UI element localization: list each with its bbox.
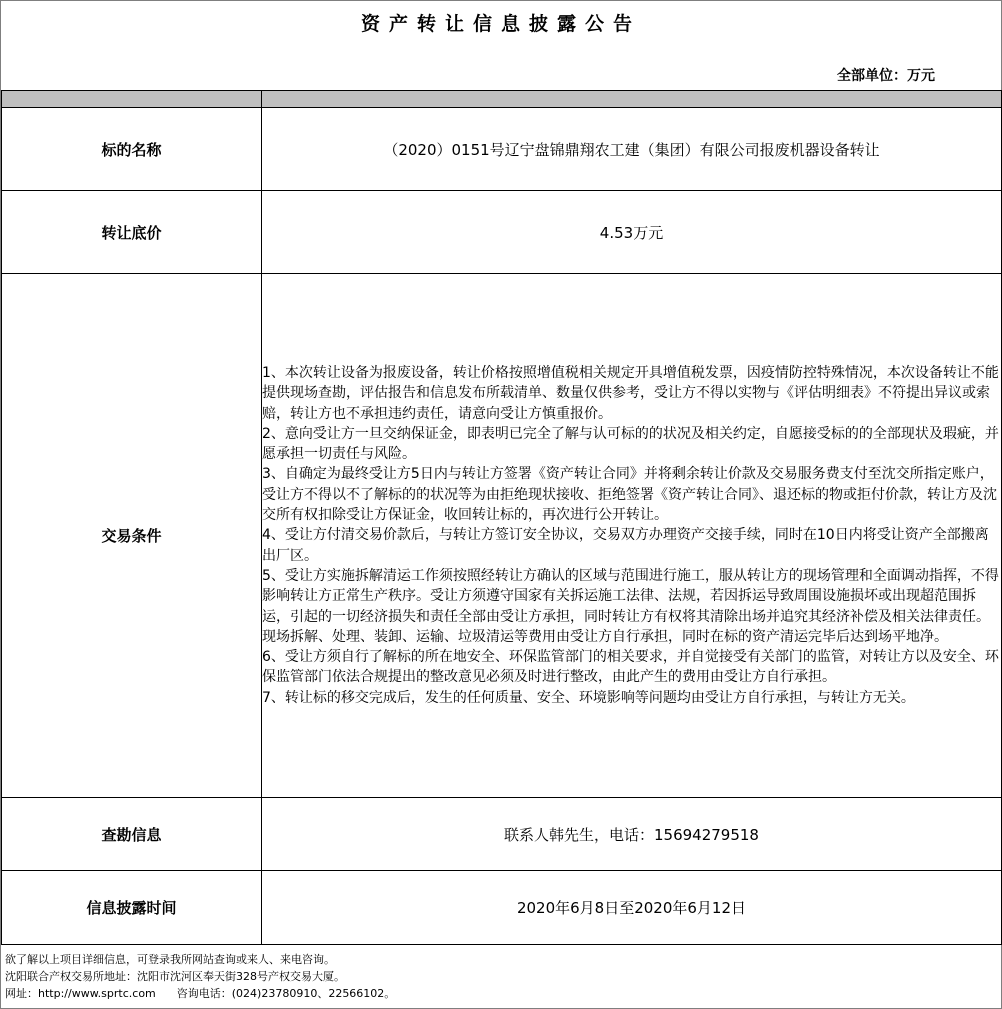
- row-inspection: [2, 798, 1002, 871]
- row-conditions: [2, 274, 1002, 798]
- website-link[interactable]: http://www.sprtc.com: [38, 987, 156, 1000]
- condition-item: 1、本次转让设备为报废设备，转让价格按照增值税相关规定开具增值税发票，因疫情防控特殊情况，本次设备转让不能提供现场查勘，评估报告和信息发布所载清单、数量仅供参考，受让方不得以实物与《评估明细表》不符提出异议或索赔，转让方也不承担违约责任，请意向受让方慎重报价。: [262, 364, 999, 422]
- disclosure-period-value: 2020年6月8日至2020年6月12日: [262, 871, 1002, 945]
- footer-line-1: 欲了解以上项目详细信息，可登录我所网站查询或来人、来电咨询。: [5, 953, 335, 966]
- page-title: 资产转让信息披露公告: [360, 13, 641, 35]
- footer-line-3: [5, 985, 395, 1002]
- row-reserve-price: [2, 191, 1002, 274]
- subject-name-value: （2020）0151号辽宁盘锦鼎翔农工建（集团）有限公司报废机器设备转让: [262, 108, 1002, 191]
- website-label: 网址：: [5, 987, 38, 1000]
- row-subject-name: [2, 108, 1002, 191]
- header-bar-left: [2, 91, 262, 108]
- header-bar-right: [262, 91, 1002, 108]
- conditions-list: [262, 274, 1002, 798]
- footer-line-2: 沈阳联合产权交易所地址：沈阳市沈河区奉天街328号产权交易大厦。: [5, 970, 345, 983]
- info-table: [1, 90, 1002, 945]
- footer-notes: [5, 951, 395, 1002]
- inspection-value: 联系人韩先生，电话：15694279518: [262, 798, 1002, 871]
- reserve-price-label: 转让底价: [2, 191, 262, 274]
- condition-item: 3、自确定为最终受让方5日内与转让方签署《资产转让合同》并将剩余转让价款及交易服务费支付至沈交所指定账户，受让方不得以不了解标的的状况等为由拒绝现状接收、拒绝签署《资产转让合同》、退还标的物或拒付价款，转让方及沈交所有权扣除受让方保证金，收回转让标的，再次进行公开转让。: [262, 466, 997, 524]
- inspection-label: 查勘信息: [2, 798, 262, 871]
- subject-name-label: 标的名称: [2, 108, 262, 191]
- row-disclosure-period: [2, 871, 1002, 945]
- reserve-price-value: 4.53万元: [262, 191, 1002, 274]
- condition-item: 7、转让标的移交完成后，发生的任何质量、安全、环境影响等问题均由受让方自行承担，与转让方无关。: [262, 689, 915, 706]
- conditions-label: 交易条件: [2, 274, 262, 798]
- condition-item: 5、受让方实施拆解清运工作须按照经转让方确认的区域与范围进行施工，服从转让方的现场管理和全面调动指挥，不得影响转让方正常生产秩序。受让方须遵守国家有关拆运施工法律、法规，若因拆运导致周围设施损坏或出现超范围拆运，引起的一切经济损失和责任全部由受让方承担，同时转让方有权将其清除出场并追究其经济补偿及相关法律责任。现场拆解、处理、装卸、运输、垃圾清运等费用由受让方自行承担，同时在标的资产清运完毕后达到场平地净。: [262, 567, 999, 645]
- header-bar-row: [2, 91, 1002, 108]
- unit-note: 全部单位：万元: [837, 68, 935, 84]
- phone-value: (024)23780910、22566102。: [231, 987, 396, 1000]
- phone-label: 咨询电话：: [176, 987, 232, 1000]
- condition-item: 2、意向受让方一旦交纳保证金，即表明已完全了解与认可标的的状况及相关约定，自愿接受标的的全部现状及瑕疵，并愿承担一切责任与风险。: [262, 425, 999, 463]
- condition-item: 4、受让方付清交易价款后，与转让方签订安全协议，交易双方办理资产交接手续，同时在10日内将受让资产全部搬离出厂区。: [262, 527, 989, 564]
- condition-item: 6、受让方须自行了解标的所在地安全、环保监管部门的相关要求，并自觉接受有关部门的监管，对转让方以及安全、环保监管部门依法合规提出的整改意见必须及时进行整改，由此产生的费用由受让方自行承担。: [262, 649, 999, 686]
- disclosure-period-label: 信息披露时间: [2, 871, 262, 945]
